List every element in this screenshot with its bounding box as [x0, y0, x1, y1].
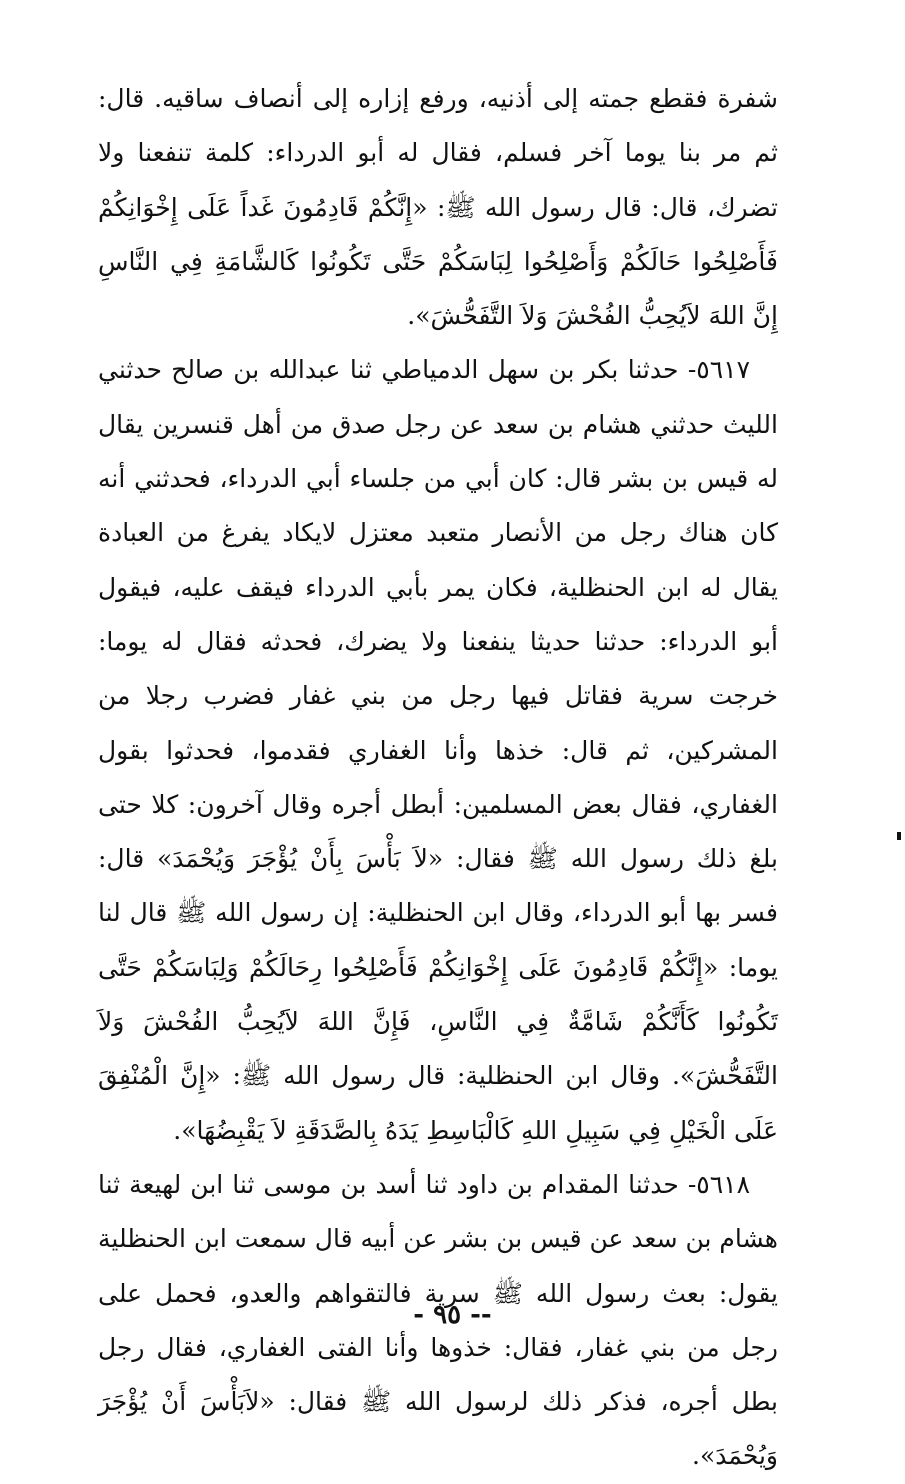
- hadith-5618: ٥٦١٨- حدثنا المقدام بن داود ثنا أسد بن موسى ثنا ابن لهيعة ثنا هشام بن سعد عن قيس بن بشر عن أبيه قال سمعت ابن الحنظلية يقول: بعث رسول الله ﷺ سرية فالتقواهم والعدو، فحمل على رجل من بني غفار، فقال: خذوها وأنا الفتى الغفاري، فقال رجل بطل أجره، فذكر ذلك لرسول الله ﷺ فقال: «لاَبَأْسَ أَنْ يُؤْجَرَ وَيُحْمَدَ».: [98, 1169, 778, 1471]
- hadith-5617: ٥٦١٧- حدثنا بكر بن سهل الدمياطي ثنا عبدالله بن صالح حدثني الليث حدثني هشام بن سعد عن رجل صدق من أهل قنسرين يقال له قيس بن بشر قال: كان أبي من جلساء أبي الدرداء، فحدثني أنه كان هناك رجل من الأنصار متعبد معتزل لايكاد يفرغ من العبادة يقال له ابن الحنظلية، فكان يمر بأبي الدرداء فيقف عليه، فيقول أبو الدرداء: حدثنا حديثا ينفعنا ولا يضرك، فحدثه فقال له يوما: خرجت سرية فقاتل فيها رجل من بني غفار فضرب رجلا من المشركين، ثم قال: خذها وأنا الغفاري فقدموا، فحدثوا بقول الغفاري، فقال بعض المسلمين: أبطل أجره وقال آخرون: كلا حتى بلغ ذلك رسول الله ﷺ فقال: «لاَ بَأْسَ بِأَنْ يُؤْجَرَ وَيُحْمَدَ» قال: فسر بها أبو الدرداء، وقال ابن الحنظلية: إن رسول الله ﷺ قال لنا يوما: «إِنَّكُمْ قَادِمُونَ عَلَى إِخْوَانِكُمْ فَأَصْلِحُوا رِحَالَكُمْ وَلِبَاسَكُمْ حَتَّى تَكُونُوا كَأَنَّكُمْ شَامَّةٌ فِي النَّاسِ، فَإِنَّ اللهَ لاَيُحِبُّ الفُحْشَ وَلاَ التَّفَحُّشَ». وقال ابن الحنظلية: قال رسول الله ﷺ: «إِنَّ الْمُنْفِقَ عَلَى الْخَيْلِ فِي سَبِيلِ اللهِ كَالْبَاسِطِ يَدَهُ بِالصَّدَقَةِ لاَ يَقْبِضُهَا».: [98, 355, 778, 1145]
- paragraph-continuation: شفرة فقطع جمته إلى أذنيه، ورفع إزاره إلى أنصاف ساقيه. قال: ثم مر بنا يوما آخر فسلم، فقال له أبو الدرداء: كلمة تنفعنا ولا تضرك، قال: قال رسول الله ﷺ: «إِنَّكُمْ قَادِمُونَ غَداً عَلَى إِخْوَانِكُمْ فَأَصْلِحُوا حَالَكُمْ وَأَصْلِحُوا لِبَاسَكُمْ حَتَّى تَكُونُوا كَالشَّامَةِ فِي النَّاسِ إِنَّ اللهَ لاَيُحِبُّ الفُحْشَ وَلاَ التَّفَحُّشَ».: [98, 84, 778, 331]
- page-body: [98, 72, 778, 1484]
- page-number: -- ٩٥ -: [413, 1300, 492, 1330]
- margin-mark: [897, 832, 901, 840]
